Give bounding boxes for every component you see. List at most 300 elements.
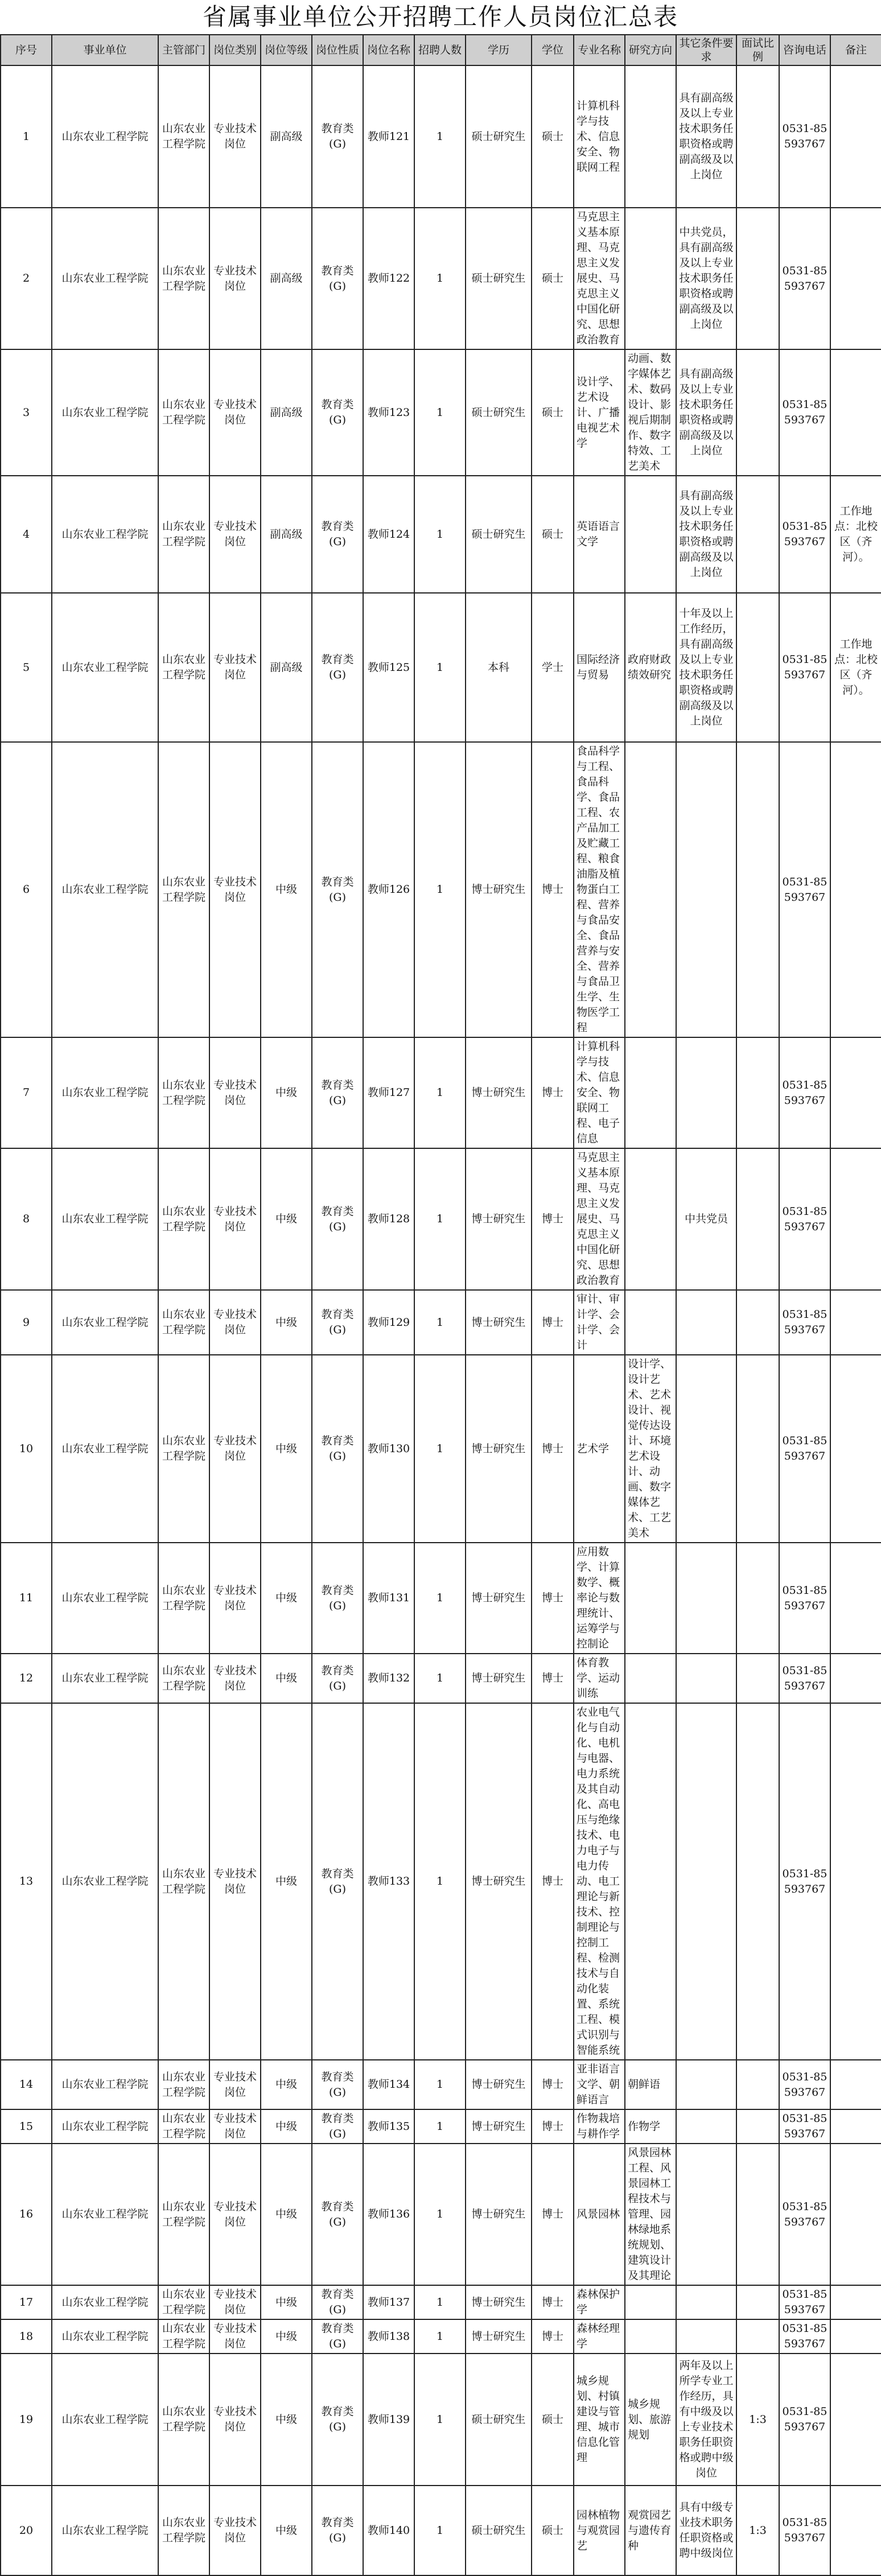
seq-cell: 10	[1, 1355, 52, 1543]
col-header: 岗位名称	[363, 35, 414, 65]
dept-cell: 山东农业工程学院	[158, 1355, 209, 1543]
nature-cell: 教育类(G)	[312, 1703, 363, 2060]
count-cell: 1	[414, 742, 466, 1037]
level-cell: 中级	[261, 2486, 312, 2575]
phone-cell: 0531-85593767	[779, 1703, 830, 2060]
remark-cell	[830, 208, 881, 349]
post-name-cell: 教师128	[363, 1148, 414, 1290]
degree-cell: 博士	[532, 1703, 574, 2060]
table-row	[1, 1037, 881, 1148]
col-header: 序号	[1, 35, 52, 65]
requirements-cell: 十年及以上工作经历，具有副高级及以上专业技术职务任职资格或聘副高级及以上岗位	[676, 593, 736, 742]
unit-cell: 山东农业工程学院	[52, 593, 158, 742]
dept-cell: 山东农业工程学院	[158, 65, 209, 208]
degree-cell: 博士	[532, 1355, 574, 1543]
major-cell: 马克思主义基本原理、马克思主义发展史、马克思主义中国化研究、思想政治教育	[574, 208, 625, 349]
unit-cell: 山东农业工程学院	[52, 742, 158, 1037]
unit-cell: 山东农业工程学院	[52, 1355, 158, 1543]
level-cell: 中级	[261, 2109, 312, 2144]
col-header: 主管部门	[158, 35, 209, 65]
category-cell: 专业技术岗位	[209, 349, 261, 476]
count-cell: 1	[414, 2060, 466, 2109]
unit-cell: 山东农业工程学院	[52, 2486, 158, 2575]
dept-cell: 山东农业工程学院	[158, 1654, 209, 1703]
post-name-cell: 教师130	[363, 1355, 414, 1543]
col-header: 招聘人数	[414, 35, 466, 65]
col-header: 专业名称	[574, 35, 625, 65]
count-cell: 1	[414, 1355, 466, 1543]
post-name-cell: 教师121	[363, 65, 414, 208]
level-cell: 中级	[261, 2354, 312, 2486]
nature-cell: 教育类(G)	[312, 1543, 363, 1654]
level-cell: 中级	[261, 1290, 312, 1355]
table-row	[1, 2144, 881, 2285]
seq-cell: 18	[1, 2319, 52, 2354]
remark-cell: 工作地点：北校区（齐河）。	[830, 476, 881, 593]
unit-cell: 山东农业工程学院	[52, 2319, 158, 2354]
category-cell: 专业技术岗位	[209, 1543, 261, 1654]
table-row	[1, 349, 881, 476]
category-cell: 专业技术岗位	[209, 2060, 261, 2109]
requirements-cell	[676, 2319, 736, 2354]
nature-cell: 教育类(G)	[312, 2354, 363, 2486]
col-header: 备注	[830, 35, 881, 65]
education-cell: 硕士研究生	[466, 2486, 532, 2575]
remark-cell	[830, 1037, 881, 1148]
table-row	[1, 2060, 881, 2109]
phone-cell: 0531-85593767	[779, 349, 830, 476]
interview-ratio-cell	[736, 2060, 779, 2109]
degree-cell: 博士	[532, 1037, 574, 1148]
post-name-cell: 教师126	[363, 742, 414, 1037]
degree-cell: 学士	[532, 593, 574, 742]
category-cell: 专业技术岗位	[209, 742, 261, 1037]
phone-cell: 0531-85593767	[779, 2486, 830, 2575]
major-cell: 设计学、艺术设计、广播电视艺术学	[574, 349, 625, 476]
col-header: 岗位类别	[209, 35, 261, 65]
direction-cell	[625, 476, 676, 593]
requirements-cell: 具有副高级及以上专业技术职务任职资格或聘副高级及以上岗位	[676, 349, 736, 476]
count-cell: 1	[414, 593, 466, 742]
recruitment-table	[0, 34, 881, 2576]
count-cell: 1	[414, 2109, 466, 2144]
unit-cell: 山东农业工程学院	[52, 349, 158, 476]
interview-ratio-cell	[736, 1148, 779, 1290]
education-cell: 硕士研究生	[466, 65, 532, 208]
post-name-cell: 教师139	[363, 2354, 414, 2486]
phone-cell: 0531-85593767	[779, 1148, 830, 1290]
degree-cell: 博士	[532, 2319, 574, 2354]
requirements-cell	[676, 1543, 736, 1654]
direction-cell: 设计学、设计艺术、艺术设计、视觉传达设计、环境艺术设计、动画、数字媒体艺术、工艺美术	[625, 1355, 676, 1543]
direction-cell	[625, 2319, 676, 2354]
col-header: 面试比例	[736, 35, 779, 65]
remark-cell	[830, 1355, 881, 1543]
direction-cell: 作物学	[625, 2109, 676, 2144]
remark-cell	[830, 349, 881, 476]
post-name-cell: 教师124	[363, 476, 414, 593]
post-name-cell: 教师133	[363, 1703, 414, 2060]
seq-cell: 12	[1, 1654, 52, 1703]
remark-cell	[830, 2060, 881, 2109]
education-cell: 博士研究生	[466, 1355, 532, 1543]
direction-cell	[625, 1290, 676, 1355]
education-cell: 硕士研究生	[466, 349, 532, 476]
post-name-cell: 教师122	[363, 208, 414, 349]
col-header: 岗位性质	[312, 35, 363, 65]
count-cell: 1	[414, 1290, 466, 1355]
table-row	[1, 2319, 881, 2354]
remark-cell	[830, 742, 881, 1037]
seq-cell: 15	[1, 2109, 52, 2144]
level-cell: 中级	[261, 2144, 312, 2285]
requirements-cell: 两年及以上所学专业工作经历，具有中级及以上专业技术职务任职资格或聘中级岗位	[676, 2354, 736, 2486]
degree-cell: 博士	[532, 742, 574, 1037]
level-cell: 中级	[261, 1037, 312, 1148]
direction-cell	[625, 1703, 676, 2060]
remark-cell	[830, 2319, 881, 2354]
seq-cell: 3	[1, 349, 52, 476]
dept-cell: 山东农业工程学院	[158, 1543, 209, 1654]
interview-ratio-cell: 1:3	[736, 2486, 779, 2575]
nature-cell: 教育类(G)	[312, 2060, 363, 2109]
post-name-cell: 教师137	[363, 2285, 414, 2319]
table-row	[1, 2354, 881, 2486]
category-cell: 专业技术岗位	[209, 2319, 261, 2354]
count-cell: 1	[414, 1703, 466, 2060]
degree-cell: 博士	[532, 2144, 574, 2285]
unit-cell: 山东农业工程学院	[52, 208, 158, 349]
table-row	[1, 208, 881, 349]
direction-cell: 动画、数字媒体艺术、数码设计、影视后期制作、数字特效、工艺美术	[625, 349, 676, 476]
education-cell: 硕士研究生	[466, 2354, 532, 2486]
unit-cell: 山东农业工程学院	[52, 2109, 158, 2144]
education-cell: 博士研究生	[466, 1703, 532, 2060]
category-cell: 专业技术岗位	[209, 476, 261, 593]
seq-cell: 20	[1, 2486, 52, 2575]
count-cell: 1	[414, 208, 466, 349]
level-cell: 副高级	[261, 349, 312, 476]
degree-cell: 硕士	[532, 208, 574, 349]
phone-cell: 0531-85593767	[779, 1355, 830, 1543]
count-cell: 1	[414, 476, 466, 593]
interview-ratio-cell: 1:3	[736, 2354, 779, 2486]
remark-cell	[830, 2109, 881, 2144]
major-cell: 应用数学、计算数学、概率论与数理统计、运筹学与控制论	[574, 1543, 625, 1654]
count-cell: 1	[414, 1543, 466, 1654]
post-name-cell: 教师127	[363, 1037, 414, 1148]
education-cell: 博士研究生	[466, 2144, 532, 2285]
count-cell: 1	[414, 2285, 466, 2319]
requirements-cell	[676, 2144, 736, 2285]
category-cell: 专业技术岗位	[209, 2109, 261, 2144]
post-name-cell: 教师123	[363, 349, 414, 476]
table-row	[1, 1148, 881, 1290]
interview-ratio-cell	[736, 1543, 779, 1654]
unit-cell: 山东农业工程学院	[52, 2144, 158, 2285]
table-row	[1, 476, 881, 593]
major-cell: 计算机科学与技术、信息安全、物联网工程、电子信息	[574, 1037, 625, 1148]
dept-cell: 山东农业工程学院	[158, 476, 209, 593]
direction-cell: 政府财政绩效研究	[625, 593, 676, 742]
dept-cell: 山东农业工程学院	[158, 2319, 209, 2354]
nature-cell: 教育类(G)	[312, 1290, 363, 1355]
degree-cell: 博士	[532, 2109, 574, 2144]
direction-cell	[625, 742, 676, 1037]
direction-cell	[625, 208, 676, 349]
col-header: 其它条件要求	[676, 35, 736, 65]
nature-cell: 教育类(G)	[312, 2486, 363, 2575]
major-cell: 食品科学与工程、食品科学、食品工程、农产品加工及贮藏工程、粮食油脂及植物蛋白工程、营养与食品安全、食品营养与安全、营养与食品卫生学、生物医学工程	[574, 742, 625, 1037]
category-cell: 专业技术岗位	[209, 1037, 261, 1148]
phone-cell: 0531-85593767	[779, 2144, 830, 2285]
unit-cell: 山东农业工程学院	[52, 2285, 158, 2319]
education-cell: 本科	[466, 593, 532, 742]
dept-cell: 山东农业工程学院	[158, 1290, 209, 1355]
major-cell: 风景园林	[574, 2144, 625, 2285]
seq-cell: 1	[1, 65, 52, 208]
major-cell: 农业电气化与自动化、电机与电器、电力系统及其自动化、高电压与绝缘技术、电力电子与电力传动、电工理论与新技术、控制理论与控制工程、检测技术与自动化装置、系统工程、模式识别与智能系统	[574, 1703, 625, 2060]
phone-cell: 0531-85593767	[779, 208, 830, 349]
requirements-cell	[676, 1290, 736, 1355]
interview-ratio-cell	[736, 208, 779, 349]
category-cell: 专业技术岗位	[209, 1290, 261, 1355]
level-cell: 副高级	[261, 593, 312, 742]
degree-cell: 硕士	[532, 476, 574, 593]
remark-cell	[830, 2285, 881, 2319]
phone-cell: 0531-85593767	[779, 1543, 830, 1654]
nature-cell: 教育类(G)	[312, 1148, 363, 1290]
nature-cell: 教育类(G)	[312, 349, 363, 476]
education-cell: 博士研究生	[466, 2060, 532, 2109]
major-cell: 计算机科学与技术、信息安全、物联网工程	[574, 65, 625, 208]
category-cell: 专业技术岗位	[209, 1654, 261, 1703]
seq-cell: 11	[1, 1543, 52, 1654]
unit-cell: 山东农业工程学院	[52, 1148, 158, 1290]
table-row	[1, 2285, 881, 2319]
requirements-cell	[676, 2060, 736, 2109]
direction-cell: 风景园林工程、风景园林工程技术与管理、园林绿地系统规划、建筑设计及其理论	[625, 2144, 676, 2285]
phone-cell: 0531-85593767	[779, 1654, 830, 1703]
education-cell: 博士研究生	[466, 1543, 532, 1654]
degree-cell: 博士	[532, 1290, 574, 1355]
direction-cell	[625, 1654, 676, 1703]
category-cell: 专业技术岗位	[209, 2486, 261, 2575]
degree-cell: 硕士	[532, 2486, 574, 2575]
unit-cell: 山东农业工程学院	[52, 476, 158, 593]
requirements-cell: 具有中级专业技术职务任职资格或聘中级岗位	[676, 2486, 736, 2575]
requirements-cell	[676, 1355, 736, 1543]
dept-cell: 山东农业工程学院	[158, 208, 209, 349]
phone-cell: 0531-85593767	[779, 593, 830, 742]
unit-cell: 山东农业工程学院	[52, 1543, 158, 1654]
nature-cell: 教育类(G)	[312, 1037, 363, 1148]
major-cell: 马克思主义基本原理、马克思主义发展史、马克思主义中国化研究、思想政治教育	[574, 1148, 625, 1290]
interview-ratio-cell	[736, 2144, 779, 2285]
level-cell: 中级	[261, 742, 312, 1037]
requirements-cell	[676, 2109, 736, 2144]
nature-cell: 教育类(G)	[312, 742, 363, 1037]
header-row	[1, 35, 881, 65]
major-cell: 城乡规划、村镇建设与管理、城市信息化管理	[574, 2354, 625, 2486]
nature-cell: 教育类(G)	[312, 65, 363, 208]
unit-cell: 山东农业工程学院	[52, 1037, 158, 1148]
dept-cell: 山东农业工程学院	[158, 1148, 209, 1290]
seq-cell: 6	[1, 742, 52, 1037]
remark-cell	[830, 2144, 881, 2285]
nature-cell: 教育类(G)	[312, 476, 363, 593]
dept-cell: 山东农业工程学院	[158, 2109, 209, 2144]
dept-cell: 山东农业工程学院	[158, 1037, 209, 1148]
direction-cell	[625, 65, 676, 208]
major-cell: 审计、审计学、会计学、会计	[574, 1290, 625, 1355]
interview-ratio-cell	[736, 742, 779, 1037]
table-row	[1, 1355, 881, 1543]
remark-cell	[830, 65, 881, 208]
dept-cell: 山东农业工程学院	[158, 593, 209, 742]
degree-cell: 博士	[532, 1148, 574, 1290]
education-cell: 博士研究生	[466, 2285, 532, 2319]
col-header: 岗位等级	[261, 35, 312, 65]
post-name-cell: 教师131	[363, 1543, 414, 1654]
remark-cell	[830, 1543, 881, 1654]
education-cell: 博士研究生	[466, 1290, 532, 1355]
nature-cell: 教育类(G)	[312, 208, 363, 349]
major-cell: 亚非语言文学、朝鲜语言	[574, 2060, 625, 2109]
unit-cell: 山东农业工程学院	[52, 1654, 158, 1703]
dept-cell: 山东农业工程学院	[158, 2285, 209, 2319]
table-row	[1, 742, 881, 1037]
level-cell: 副高级	[261, 476, 312, 593]
interview-ratio-cell	[736, 1654, 779, 1703]
level-cell: 中级	[261, 1703, 312, 2060]
post-name-cell: 教师135	[363, 2109, 414, 2144]
requirements-cell	[676, 1037, 736, 1148]
category-cell: 专业技术岗位	[209, 1148, 261, 1290]
requirements-cell: 中共党员	[676, 1148, 736, 1290]
direction-cell	[625, 2285, 676, 2319]
nature-cell: 教育类(G)	[312, 2109, 363, 2144]
category-cell: 专业技术岗位	[209, 1703, 261, 2060]
dept-cell: 山东农业工程学院	[158, 2486, 209, 2575]
major-cell: 园林植物与观赏园艺	[574, 2486, 625, 2575]
seq-cell: 5	[1, 593, 52, 742]
count-cell: 1	[414, 65, 466, 208]
major-cell: 艺术学	[574, 1355, 625, 1543]
table-row	[1, 1290, 881, 1355]
seq-cell: 9	[1, 1290, 52, 1355]
interview-ratio-cell	[736, 65, 779, 208]
degree-cell: 博士	[532, 2285, 574, 2319]
direction-cell	[625, 1543, 676, 1654]
requirements-cell	[676, 1703, 736, 2060]
page-title: 省属事业单位公开招聘工作人员岗位汇总表	[202, 3, 678, 31]
level-cell: 中级	[261, 1148, 312, 1290]
seq-cell: 13	[1, 1703, 52, 2060]
requirements-cell	[676, 1654, 736, 1703]
phone-cell: 0531-85593767	[779, 2109, 830, 2144]
nature-cell: 教育类(G)	[312, 1654, 363, 1703]
nature-cell: 教育类(G)	[312, 1355, 363, 1543]
major-cell: 作物栽培与耕作学	[574, 2109, 625, 2144]
nature-cell: 教育类(G)	[312, 2319, 363, 2354]
education-cell: 博士研究生	[466, 742, 532, 1037]
post-name-cell: 教师125	[363, 593, 414, 742]
unit-cell: 山东农业工程学院	[52, 2060, 158, 2109]
degree-cell: 硕士	[532, 65, 574, 208]
remark-cell	[830, 2486, 881, 2575]
level-cell: 中级	[261, 1543, 312, 1654]
count-cell: 1	[414, 1037, 466, 1148]
table-row	[1, 593, 881, 742]
education-cell: 博士研究生	[466, 1148, 532, 1290]
unit-cell: 山东农业工程学院	[52, 1290, 158, 1355]
interview-ratio-cell	[736, 2109, 779, 2144]
seq-cell: 8	[1, 1148, 52, 1290]
phone-cell: 0531-85593767	[779, 476, 830, 593]
category-cell: 专业技术岗位	[209, 65, 261, 208]
unit-cell: 山东农业工程学院	[52, 1703, 158, 2060]
col-header: 学历	[466, 35, 532, 65]
interview-ratio-cell	[736, 1355, 779, 1543]
seq-cell: 16	[1, 2144, 52, 2285]
interview-ratio-cell	[736, 2319, 779, 2354]
seq-cell: 17	[1, 2285, 52, 2319]
education-cell: 硕士研究生	[466, 476, 532, 593]
dept-cell: 山东农业工程学院	[158, 2354, 209, 2486]
count-cell: 1	[414, 2354, 466, 2486]
table-row	[1, 1543, 881, 1654]
dept-cell: 山东农业工程学院	[158, 742, 209, 1037]
interview-ratio-cell	[736, 1037, 779, 1148]
nature-cell: 教育类(G)	[312, 2285, 363, 2319]
count-cell: 1	[414, 1654, 466, 1703]
level-cell: 副高级	[261, 208, 312, 349]
level-cell: 中级	[261, 1654, 312, 1703]
remark-cell	[830, 2354, 881, 2486]
category-cell: 专业技术岗位	[209, 2354, 261, 2486]
count-cell: 1	[414, 349, 466, 476]
phone-cell: 0531-85593767	[779, 742, 830, 1037]
col-header: 咨询电话	[779, 35, 830, 65]
dept-cell: 山东农业工程学院	[158, 349, 209, 476]
post-name-cell: 教师129	[363, 1290, 414, 1355]
category-cell: 专业技术岗位	[209, 2144, 261, 2285]
post-name-cell: 教师134	[363, 2060, 414, 2109]
post-name-cell: 教师140	[363, 2486, 414, 2575]
nature-cell: 教育类(G)	[312, 593, 363, 742]
phone-cell: 0531-85593767	[779, 2354, 830, 2486]
direction-cell	[625, 1148, 676, 1290]
interview-ratio-cell	[736, 349, 779, 476]
education-cell: 博士研究生	[466, 2109, 532, 2144]
degree-cell: 博士	[532, 1543, 574, 1654]
remark-cell	[830, 1654, 881, 1703]
category-cell: 专业技术岗位	[209, 593, 261, 742]
remark-cell: 工作地点：北校区（齐河）。	[830, 593, 881, 742]
count-cell: 1	[414, 1148, 466, 1290]
seq-cell: 19	[1, 2354, 52, 2486]
table-row	[1, 2109, 881, 2144]
remark-cell	[830, 1703, 881, 2060]
requirements-cell: 具有副高级及以上专业技术职务任职资格或聘副高级及以上岗位	[676, 476, 736, 593]
unit-cell: 山东农业工程学院	[52, 65, 158, 208]
category-cell: 专业技术岗位	[209, 208, 261, 349]
phone-cell: 0531-85593767	[779, 1290, 830, 1355]
post-name-cell: 教师132	[363, 1654, 414, 1703]
dept-cell: 山东农业工程学院	[158, 2144, 209, 2285]
col-header: 事业单位	[52, 35, 158, 65]
